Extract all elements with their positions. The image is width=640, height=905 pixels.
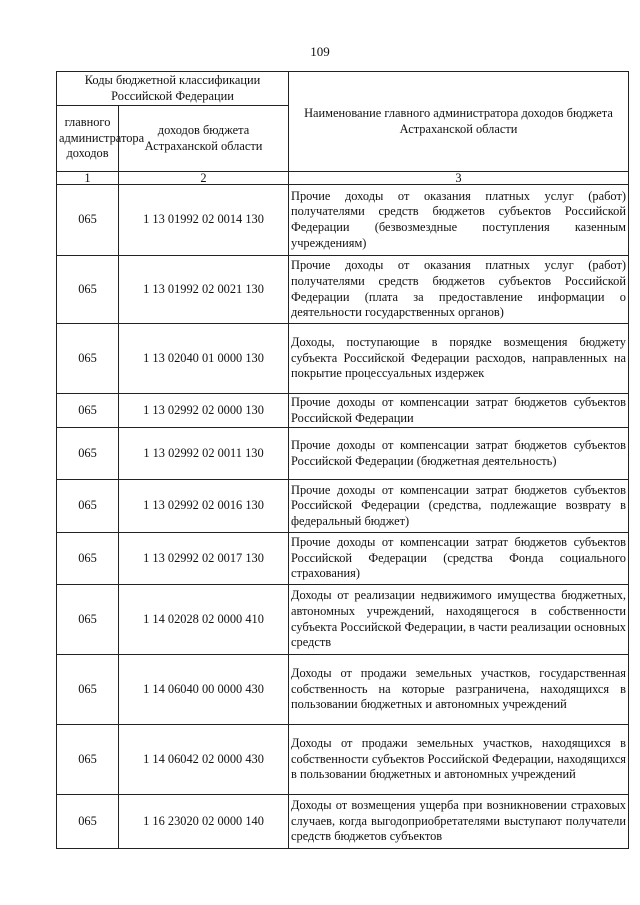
income-code: 1 14 06040 00 0000 430 [119,655,289,725]
income-code: 1 13 02040 01 0000 130 [119,324,289,394]
income-name: Доходы от возмещения ущерба при возникновении страховых случаев, когда выгодоприобретателями выступают получатели средств бюджетов субъектов [289,795,629,849]
admin-code: 065 [57,533,119,585]
table-row [57,394,629,428]
header-group: Коды бюджетной классификации Российской Федерации [57,72,289,106]
header-col3: Наименование главного администратора доходов бюджета Астраханской области [289,72,629,172]
income-name: Прочие доходы от компенсации затрат бюджетов субъектов Российской Федерации (средства Фонда социального страхования) [289,533,629,585]
header-idx-1: 1 [57,172,119,185]
page-number: 109 [310,44,330,59]
income-code: 1 16 23020 02 0000 140 [119,795,289,849]
header-idx-2: 2 [119,172,289,185]
header-col2: доходов бюджета Астраханской области [119,106,289,172]
income-code: 1 14 06042 02 0000 430 [119,725,289,795]
income-name: Доходы от продажи земельных участков, находящихся в собственности субъектов Российской Федерации, находящихся в пользовании бюджетных и автономных учреждений [289,725,629,795]
admin-code: 065 [57,428,119,480]
header-idx-3: 3 [289,172,629,185]
income-name: Доходы от реализации недвижимого имущества бюджетных, автономных учреждений, находящегося в собственности субъекта Российской Федерации, в части реализации основных средств [289,585,629,655]
table-row [57,585,629,655]
income-name: Прочие доходы от компенсации затрат бюджетов субъектов Российской Федерации (средства, подлежащие возврату в федеральный бюджет) [289,480,629,533]
admin-code: 065 [57,185,119,256]
income-code: 1 13 01992 02 0021 130 [119,256,289,324]
table-row [57,655,629,725]
table-row [57,256,629,324]
income-name: Прочие доходы от компенсации затрат бюджетов субъектов Российской Федерации (бюджетная деятельность) [289,428,629,480]
table-row [57,725,629,795]
table-row [57,324,629,394]
income-code: 1 13 02992 02 0000 130 [119,394,289,428]
admin-code: 065 [57,256,119,324]
table-row [57,480,629,533]
income-code: 1 14 02028 02 0000 410 [119,585,289,655]
income-code: 1 13 01992 02 0014 130 [119,185,289,256]
table-row [57,533,629,585]
admin-code: 065 [57,480,119,533]
budget-classification-table [56,71,629,849]
income-name: Прочие доходы от оказания платных услуг (работ) получателями средств бюджетов субъектов Российской Федерации (безвозмездные поступления казенным учреждениям) [289,185,629,256]
header-col1: главного администратора доходов [57,106,119,172]
income-name: Прочие доходы от компенсации затрат бюджетов субъектов Российской Федерации [289,394,629,428]
income-code: 1 13 02992 02 0017 130 [119,533,289,585]
admin-code: 065 [57,324,119,394]
admin-code: 065 [57,655,119,725]
income-name: Доходы от продажи земельных участков, государственная собственность на которые разграничена, находящихся в пользовании бюджетных и автономных учреждений [289,655,629,725]
income-code: 1 13 02992 02 0016 130 [119,480,289,533]
admin-code: 065 [57,394,119,428]
admin-code: 065 [57,585,119,655]
table-row [57,795,629,849]
admin-code: 065 [57,725,119,795]
income-code: 1 13 02992 02 0011 130 [119,428,289,480]
table-row [57,428,629,480]
income-name: Прочие доходы от оказания платных услуг (работ) получателями средств бюджетов субъектов Российской Федерации (плата за предоставление информации о деятельности государственных органов) [289,256,629,324]
admin-code: 065 [57,795,119,849]
table-row [57,185,629,256]
income-name: Доходы, поступающие в порядке возмещения бюджету субъекта Российской Федерации расходов, направленных на покрытие процессуальных издержек [289,324,629,394]
